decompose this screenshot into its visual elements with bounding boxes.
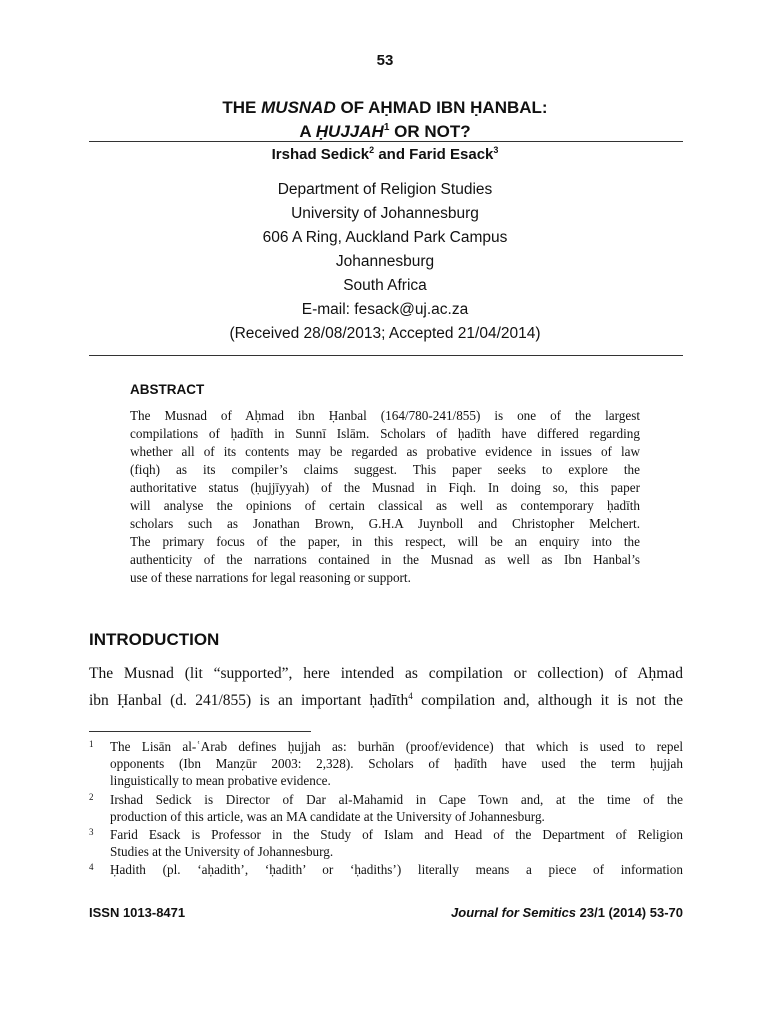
body-text: ibn Ḥanbal (d. 241/855) is an important ḥadīth	[89, 692, 409, 709]
authors	[0, 146, 770, 163]
abstract-line: use of these narrations for legal reasoning or support.	[130, 570, 411, 585]
footnote-marker[interactable]: 2	[369, 145, 375, 155]
footnotes	[89, 738, 683, 878]
abstract-line: The Musnad of Aḥmad ibn Ḥanbal (164/780-241/855) is one of the largest	[130, 408, 640, 423]
introduction-heading: INTRODUCTION	[89, 630, 220, 649]
footnote-number: 4	[89, 862, 94, 872]
abstract-heading: ABSTRACT	[130, 382, 205, 397]
affiliation-department: Department of Religion Studies	[277, 181, 493, 198]
footnote-line: Ḥadith (pl. ‘aḥadith’, ‘ḥadith’ or ‘ḥadiths’) literally means a piece of information	[110, 862, 683, 877]
title-rule	[89, 141, 683, 142]
affiliation-country: South Africa	[343, 277, 427, 294]
footnote-line: Farid Esack is Professor in the Study of Islam and Head of the Department of Religion	[110, 827, 683, 842]
journal-citation	[451, 905, 683, 920]
title-italic: MUSNAD	[261, 98, 336, 117]
title-text: OF AḤMAD IBN ḤANBAL:	[335, 98, 548, 117]
title-text: OR NOT?	[389, 122, 471, 141]
footnote-line: Studies at the University of Johannesburg.	[110, 844, 334, 859]
title-text: THE	[222, 98, 262, 117]
abstract-line: (fiqh) as its compiler’s claims suggest. This paper seeks to explore the	[130, 462, 640, 477]
body-text: compilation and, although it is not the	[412, 692, 683, 709]
affiliation-email[interactable]: E-mail: fesack@uj.ac.za	[301, 301, 469, 318]
abstract-body	[130, 407, 640, 587]
page-number: 53	[376, 52, 394, 69]
footnote-number: 2	[89, 792, 94, 802]
author-name: Farid Esack	[409, 146, 494, 163]
footnote-3	[89, 826, 683, 860]
abstract-line: compilations of ḥadīth in Sunnī Islām. Scholars of ḥadīth have differed regarding	[130, 426, 640, 441]
abstract-line: will analyse the opinions of certain classical as well as contemporary ḥadīth	[130, 498, 640, 513]
footnote-2	[89, 791, 683, 825]
journal-name: Journal for Semitics	[451, 905, 577, 920]
author-joiner: and	[374, 146, 410, 163]
abstract-line: The primary focus of the paper, in this respect, will be an enquiry into the	[130, 534, 640, 549]
abstract-line: whether all of its contents may be regarded as probative evidence in issues of law	[130, 444, 640, 459]
body-line: The Musnad (lit “supported”, here intended as compilation or collection) of Aḥmad	[89, 665, 683, 682]
title-line-1	[0, 96, 770, 120]
footnote-line: The Lisān al-ʿArab defines ḥujjah as: burhān (proof/evidence) that which is used to repel	[110, 739, 683, 754]
affiliation-university: University of Johannesburg	[291, 205, 479, 222]
body-line	[89, 687, 683, 714]
footnote-marker[interactable]: 1	[383, 122, 390, 133]
affiliation	[0, 178, 770, 346]
footnote-rule	[89, 731, 311, 732]
journal-volume: 23/1 (2014) 53-70	[576, 905, 683, 920]
title-italic: ḤUJJAH	[315, 122, 384, 141]
issn: ISSN 1013-8471	[89, 905, 186, 920]
title-text: A	[299, 122, 316, 141]
author-name: Irshad Sedick	[271, 146, 370, 163]
section-rule	[89, 355, 683, 356]
footnote-line: linguistically to mean probative evidence.	[110, 773, 331, 788]
introduction-body	[89, 660, 683, 714]
footnote-number: 1	[89, 739, 94, 749]
affiliation-city: Johannesburg	[335, 253, 435, 270]
affiliation-address: 606 A Ring, Auckland Park Campus	[262, 229, 508, 246]
received-accepted-dates: (Received 28/08/2013; Accepted 21/04/2014)	[229, 325, 541, 342]
footnote-4	[89, 861, 683, 878]
footnote-line: opponents (Ibn Manẓūr 2003: 2,328). Scholars of ḥadīth have used the term ḥujjah	[110, 756, 683, 771]
footnote-marker[interactable]: 3	[493, 145, 499, 155]
footnote-1	[89, 738, 683, 789]
article-title	[0, 96, 770, 144]
abstract-line: authoritative status (ḥujjīyyah) of the Musnad in Fiqh. In doing so, this paper	[130, 480, 640, 495]
abstract-line: authenticity of the narrations contained in the Musnad as well as Ibn Hanbal’s	[130, 552, 640, 567]
footnote-line: Irshad Sedick is Director of Dar al-Mahamid in Cape Town and, at the time of the	[110, 792, 683, 807]
footnote-marker[interactable]: 4	[408, 691, 413, 701]
footnote-line: production of this article, was an MA candidate at the University of Johannesburg.	[110, 809, 545, 824]
abstract-line: scholars such as Jonathan Brown, G.H.A Juynboll and Christopher Melchert.	[130, 516, 640, 531]
footnote-number: 3	[89, 827, 94, 837]
